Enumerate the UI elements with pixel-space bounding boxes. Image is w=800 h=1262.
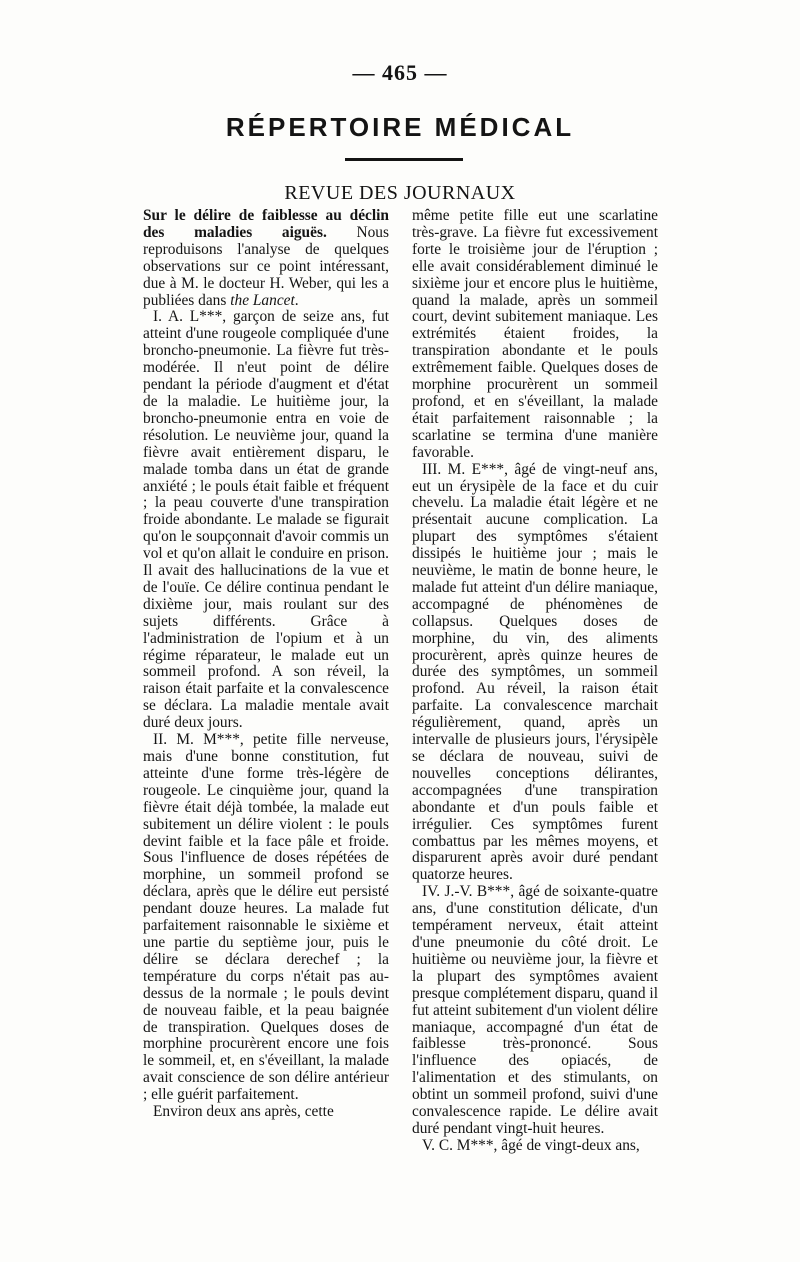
- article-title: Sur le délire de faiblesse au déclin des maladies aiguës.: [143, 207, 389, 241]
- case-paragraph: Environ deux ans après, cette: [153, 1103, 334, 1121]
- case-paragraph: IV. J.-V. B***, âgé de soixante-quatre ans, d'une constitution délicate, d'un tempérament nerveux, était atteint d'une pneumonie du côté droit. Le huitième ou neuvième jour, la fièvre et la plupart des symptômes avaient presque complétement disparu, quand il fut atteint subitement d'un violent délire maniaque, accompagné d'un état de faiblesse très-prononcé. Sous l'influence des opiacés, de l'alimentation et des stimulants, on obtint un sommeil profond, suivi d'une convalescence rapide. Le délire avait duré pendant vingt-huit heures.: [412, 883, 658, 1137]
- page-number: — 465 —: [352, 60, 448, 85]
- title-rule: [345, 158, 463, 161]
- right-column: [412, 208, 658, 1155]
- section-heading: REVUE DES JOURNAUX: [284, 182, 516, 204]
- case-paragraph: II. M. M***, petite fille nerveuse, mais d'une bonne constitution, fut atteinte d'une forme très-légère de rougeole. Le cinquième jour, quand la fièvre était déjà tombée, la malade eut subitement un délire violent : le pouls devint faible et la face pâle et froide. Sous l'influence de doses répétées de morphine, un sommeil profond se déclara, après que le délire eut persisté pendant douze heures. La malade fut parfaitement raisonnable le sixième et une partie du septième jour, puis le délire se déclara derechef ; la température du corps n'était pas au-dessus de la normale ; le pouls devint de nouveau faible, et la peau baignée de transpiration. Quelques doses de morphine procurèrent encore une fois le sommeil, et, en s'éveillant, la malade avait conscience de son délire antérieur ; elle guérit parfaitement.: [143, 731, 389, 1104]
- case-paragraph: I. A. L***, garçon de seize ans, fut atteint d'une rougeole compliquée d'une broncho-pneumonie. La fièvre fut très-modérée. Il n'eut point de délire pendant la période d'augment et d'état de la maladie. Le huitième jour, la broncho-pneumonie entra en voie de résolution. Le neuvième jour, quand la fièvre avait entièrement disparu, le malade tomba dans un état de grande anxiété ; le pouls était faible et fréquent ; la peau couverte d'une transpiration froide abondante. Le malade se figurait qu'on le soupçonnait d'avoir commis un vol et qu'on allait le conduire en prison. Il avait des hallucinations de la vue et de l'ouïe. Ce délire continua pendant le dixième jour, mais roulant sur des sujets différents. Grâce à l'administration de l'opium et à un régime réparateur, le malade eut un sommeil profond. A son réveil, la raison était parfaite et la convalescence se déclara. La maladie mentale avait duré deux jours.: [143, 308, 389, 732]
- page-title: RÉPERTOIRE MÉDICAL: [225, 112, 575, 142]
- case-paragraph: même petite fille eut une scarlatine très-grave. La fièvre fut excessivement forte le troisième jour de l'éruption ; elle avait considérablement diminué le sixième jour et encore plus le huitième, quand la malade, après un sommeil court, devint subitement maniaque. Les extrémités étaient froides, la transpiration abondante et le pouls extrêmement faible. Quelques doses de morphine procurèrent un sommeil profond, et en s'éveillant, la malade était parfaitement raisonnable ; la scarlatine se termina d'une manière favorable.: [412, 207, 658, 461]
- article-intro: Nous reproduisons l'analyse de quelques observations sur ce point intéressant, due à M. le docteur H. Weber, qui les a publiées dans: [143, 223, 389, 309]
- article-intro-paragraph: Sur le délire de faiblesse au déclin des maladies aiguës. Nous reproduisons l'analyse de quelques observations sur ce point intéressant, due à M. le docteur H. Weber, qui les a publiées dans the Lancet.: [143, 207, 389, 309]
- case-paragraph: III. M. E***, âgé de vingt-neuf ans, eut un érysipèle de la face et du cuir chevelu. La maladie était légère et ne présentait aucune complication. La plupart des symptômes s'étaient dissipés le huitième jour ; mais le neuvième, le matin de bonne heure, le malade fut atteint d'un délire maniaque, accompagné de phénomènes de collapsus. Quelques doses de morphine, du vin, des aliments procurèrent, après quinze heures de durée des symptômes, un sommeil profond. Au réveil, la raison était parfaite. La convalescence marchait régulièrement, quand, après un intervalle de plusieurs jours, l'érysipèle se déclara de nouveau, suivi de nouvelles conceptions délirantes, accompagnées d'une transpiration abondante et d'un pouls faible et irrégulier. Ces symptômes furent combattus par les mêmes moyens, et disparurent après avoir duré pendant quatorze heures.: [412, 460, 658, 884]
- article-source: the Lancet: [230, 291, 295, 309]
- case-paragraph: V. C. M***, âgé de vingt-deux ans,: [422, 1136, 640, 1154]
- left-column: [143, 208, 389, 1121]
